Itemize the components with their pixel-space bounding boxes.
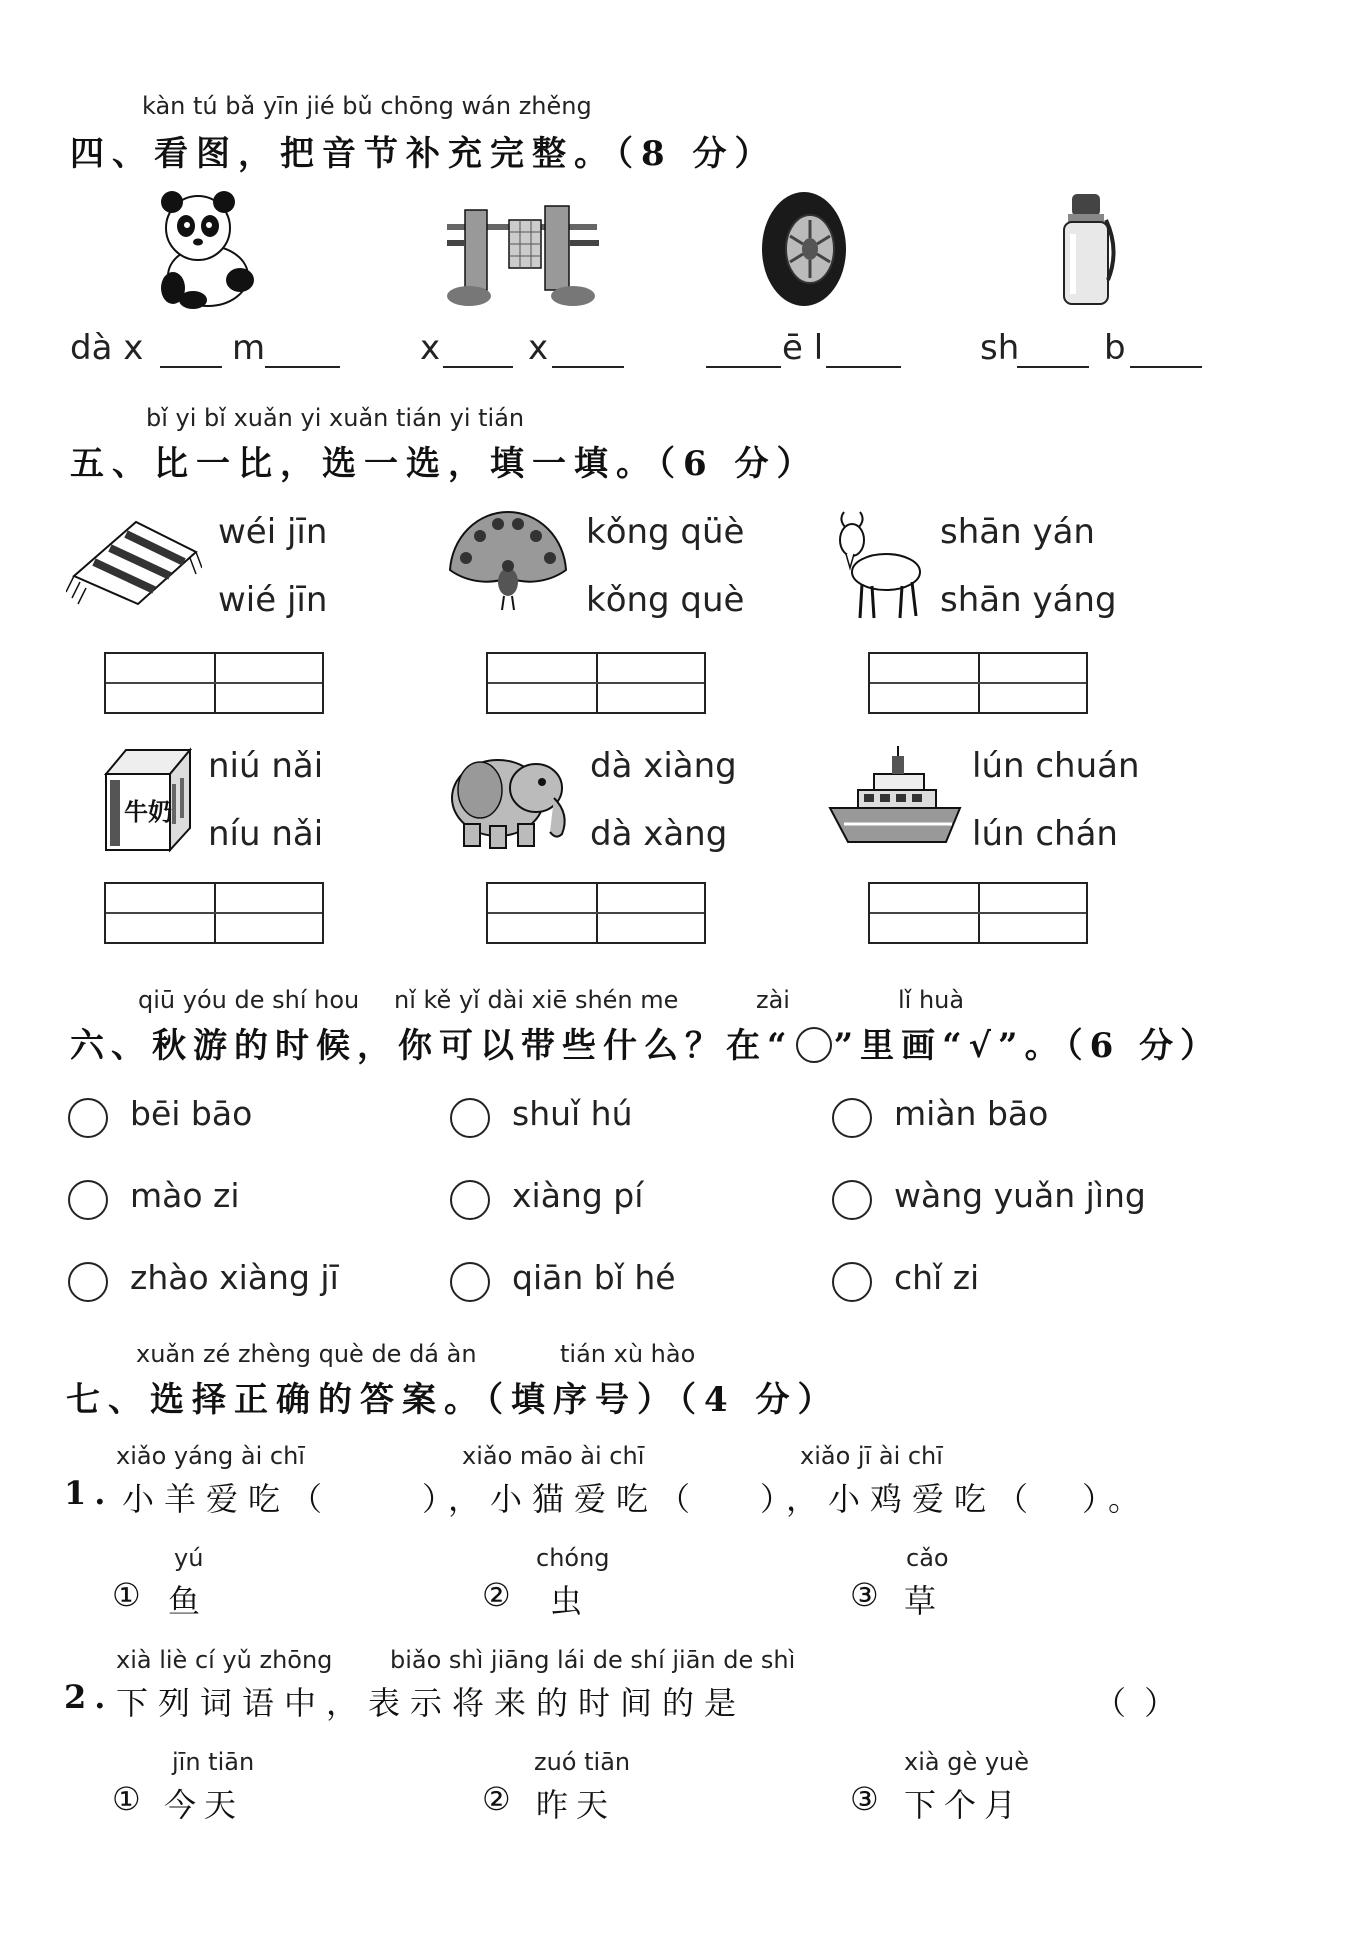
s6-option-label: qiān bǐ hé xyxy=(512,1258,676,1297)
s5-item6-b: lún chán xyxy=(972,814,1118,854)
s5-item3-answer-grid[interactable] xyxy=(868,652,1088,714)
s4-item3-blank2[interactable] xyxy=(826,364,901,368)
q1-choice1-pinyin: yú xyxy=(174,1544,204,1572)
s6-option-label: shuǐ hú xyxy=(512,1094,633,1133)
s5-item3-b: shān yáng xyxy=(940,580,1117,620)
s4-item4-blank2[interactable] xyxy=(1130,364,1202,368)
s6-option-checkbox[interactable] xyxy=(68,1098,108,1138)
s5-item1-answer-grid[interactable] xyxy=(104,652,324,714)
s5-item5-a: dà xiàng xyxy=(590,746,737,786)
s5-item5-b: dà xàng xyxy=(590,814,728,854)
scarf-icon xyxy=(66,512,202,608)
s6-option-checkbox[interactable] xyxy=(450,1098,490,1138)
s4-item4-blank1[interactable] xyxy=(1017,364,1089,368)
s4-item2-blank1[interactable] xyxy=(443,364,513,368)
s5-item2-answer-grid[interactable] xyxy=(486,652,706,714)
s5-item5-answer-grid[interactable] xyxy=(486,882,706,944)
s6-pinyin-4: lǐ huà xyxy=(898,986,965,1014)
q1-text-1: 小羊爱吃（ xyxy=(122,1480,333,1518)
s5-item2-a: kǒng qüè xyxy=(586,512,745,552)
q2-choice1-pinyin: jīn tiān xyxy=(172,1748,255,1776)
s4-item4-part2: b xyxy=(1104,328,1126,368)
q1-text-2: ），小猫爱吃（ xyxy=(422,1480,701,1518)
elephant-icon xyxy=(446,744,576,850)
q2-choice3-pinyin: xià gè yuè xyxy=(904,1748,1030,1776)
s6-pinyin-3: zài xyxy=(756,986,790,1014)
s4-heading: 四、看图，把音节补充完整。（8 分） xyxy=(70,134,777,174)
s5-item4-a: niú nǎi xyxy=(208,746,324,786)
s6-pinyin-1: qiū yóu de shí hou xyxy=(138,986,360,1014)
q1-choice2-pinyin: chóng xyxy=(536,1544,610,1572)
s6-option-checkbox[interactable] xyxy=(450,1180,490,1220)
s5-item4-b: níu nǎi xyxy=(208,814,324,854)
milk-carton-icon xyxy=(98,744,194,854)
s6-option-label: mào zi xyxy=(130,1176,240,1215)
s6-option-label: miàn bāo xyxy=(894,1094,1049,1133)
s4-pinyin: kàn tú bǎ yīn jié bǔ chōng wán zhěng xyxy=(142,92,592,120)
q1-choice2-text: 虫 xyxy=(550,1582,591,1620)
q2-pinyin-2: biǎo shì jiāng lái de shí jiān de shì xyxy=(390,1646,796,1674)
s4-item1-blank1[interactable] xyxy=(160,364,222,368)
s6-pinyin-2: nǐ kě yǐ dài xiē shén me xyxy=(394,986,679,1014)
panda-icon xyxy=(148,188,260,310)
s6-option-checkbox[interactable] xyxy=(450,1262,490,1302)
s6-option-label: zhào xiàng jī xyxy=(130,1258,339,1297)
s5-item6-a: lún chuán xyxy=(972,746,1140,786)
ship-icon xyxy=(828,746,962,848)
q2-number: 2. xyxy=(64,1678,114,1716)
school-gate-icon xyxy=(445,200,600,308)
s6-option-checkbox[interactable] xyxy=(832,1262,872,1302)
q2-choice2-text: 昨天 xyxy=(536,1786,617,1824)
q1-text-3: ），小鸡爱吃（ xyxy=(760,1480,1039,1518)
s6-option-label: bēi bāo xyxy=(130,1094,253,1133)
goat-icon xyxy=(826,506,926,622)
tire-icon xyxy=(760,190,850,308)
s6-option-label: chǐ zi xyxy=(894,1258,980,1297)
s5-item1-b: wié jīn xyxy=(218,580,328,620)
s5-heading: 五、比一比，选一选，填一填。（6 分） xyxy=(70,444,819,484)
s4-item3-blank1[interactable] xyxy=(706,364,781,368)
s5-item3-a: shān yán xyxy=(940,512,1095,552)
s4-item2-part2: x xyxy=(528,328,549,368)
q1-pinyin-3: xiǎo jī ài chī xyxy=(800,1442,943,1470)
q2-choice1-number: ① xyxy=(112,1780,149,1818)
q2-text: 下列词语中，表示将来的时间的是 xyxy=(116,1684,747,1722)
q2-answer-parens[interactable]: （ ） xyxy=(1094,1684,1181,1722)
milk-carton-label: 牛奶 xyxy=(124,798,172,826)
s6-option-checkbox[interactable] xyxy=(68,1180,108,1220)
s4-item1-part1: dà x xyxy=(70,328,144,368)
s5-item2-b: kǒng què xyxy=(586,580,745,620)
s6-option-label: wàng yuǎn jìng xyxy=(894,1176,1146,1215)
water-bottle-icon xyxy=(1058,190,1120,308)
s7-pinyin-1: xuǎn zé zhèng què de dá àn xyxy=(136,1340,477,1368)
s7-heading: 七、选择正确的答案。（填序号）（4 分） xyxy=(66,1380,840,1420)
s5-item1-a: wéi jīn xyxy=(218,512,328,552)
q1-pinyin-1: xiǎo yáng ài chī xyxy=(116,1442,305,1470)
q1-number: 1. xyxy=(64,1474,114,1512)
s6-option-checkbox[interactable] xyxy=(68,1262,108,1302)
q2-choice2-number: ② xyxy=(482,1780,519,1818)
s7-pinyin-2: tián xù hào xyxy=(560,1340,696,1368)
s4-item1-part2: m xyxy=(232,328,266,368)
q1-choice1-number: ① xyxy=(112,1576,149,1614)
s6-option-checkbox[interactable] xyxy=(832,1098,872,1138)
peacock-icon xyxy=(446,508,570,612)
s5-pinyin: bǐ yi bǐ xuǎn yi xuǎn tián yi tián xyxy=(146,404,525,432)
q1-choice2-number: ② xyxy=(482,1576,519,1614)
q2-choice1-text: 今天 xyxy=(164,1786,245,1824)
q1-choice3-text: 草 xyxy=(904,1582,945,1620)
q2-choice3-number: ③ xyxy=(850,1780,887,1818)
q1-choice3-pinyin: cǎo xyxy=(906,1544,949,1572)
s6-option-label: xiàng pí xyxy=(512,1176,644,1215)
q1-choice1-text: 鱼 xyxy=(168,1582,209,1620)
s5-item4-answer-grid[interactable] xyxy=(104,882,324,944)
s4-item4-part1: sh xyxy=(980,328,1020,368)
s6-heading: 六、秋游的时候，你可以带些什么？在“ ”里画“√”。（6 分） xyxy=(70,1026,1222,1066)
q2-choice3-text: 下个月 xyxy=(904,1786,1025,1824)
q2-choice2-pinyin: zuó tiān xyxy=(534,1748,631,1776)
q1-choice3-number: ③ xyxy=(850,1576,887,1614)
s4-item1-blank2[interactable] xyxy=(265,364,340,368)
s6-heading-circle-icon xyxy=(796,1027,832,1063)
s6-option-checkbox[interactable] xyxy=(832,1180,872,1220)
s4-item3-part1: ē l xyxy=(782,328,824,368)
s5-item6-answer-grid[interactable] xyxy=(868,882,1088,944)
q1-text-4: ）。 xyxy=(1082,1480,1151,1518)
q2-pinyin-1: xià liè cí yǔ zhōng xyxy=(116,1646,333,1674)
s4-item2-part1: x xyxy=(420,328,441,368)
s4-item2-blank2[interactable] xyxy=(552,364,624,368)
q1-pinyin-2: xiǎo māo ài chī xyxy=(462,1442,645,1470)
